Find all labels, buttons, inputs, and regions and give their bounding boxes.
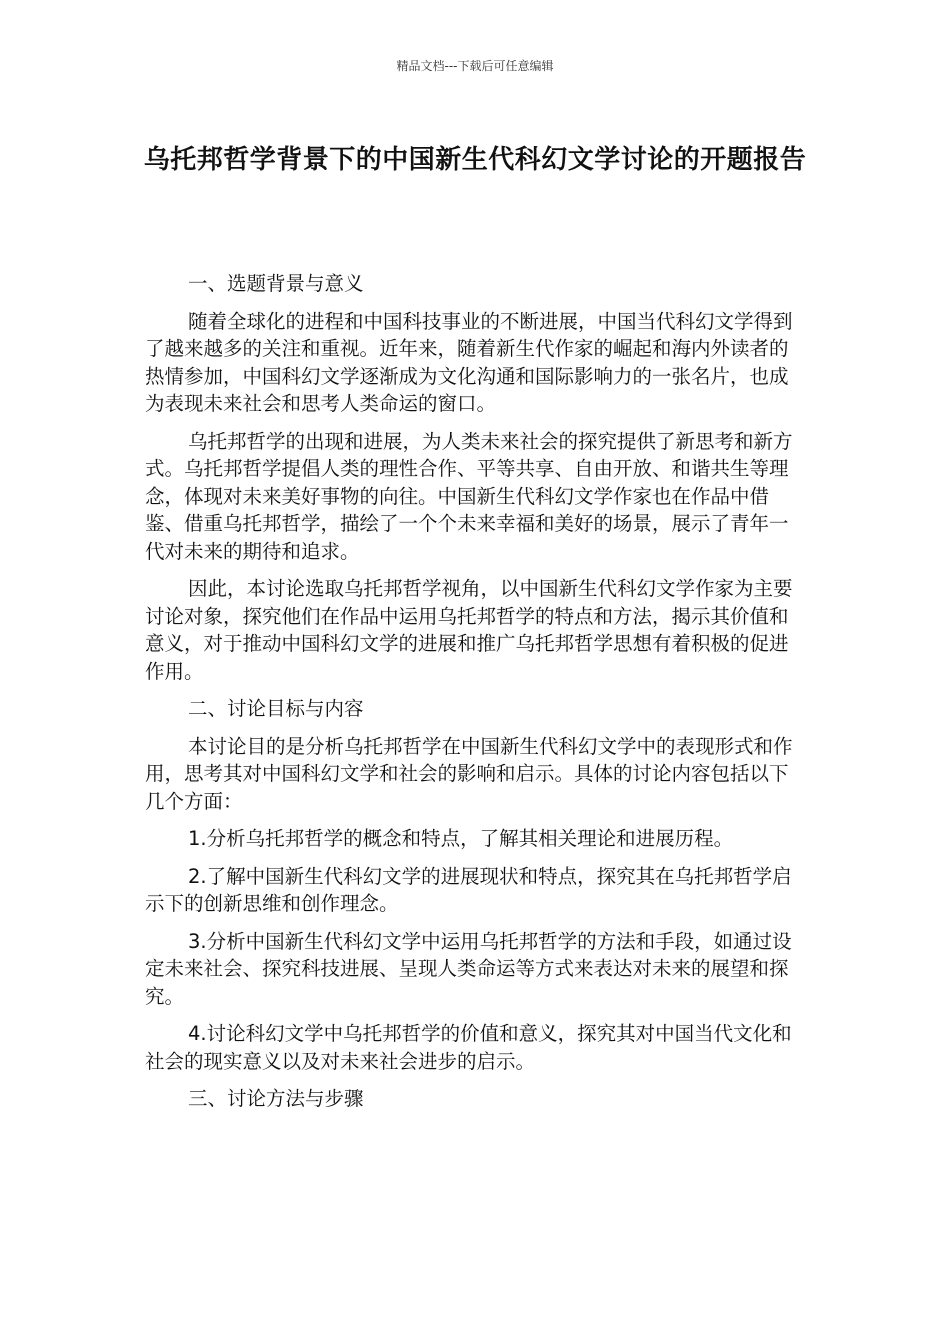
section-heading-background: 一、选题背景与意义: [188, 272, 364, 295]
body-paragraph: 因此，本讨论选取乌托邦哲学视角，以中国新生代科幻文学作家为主要讨论对象，探究他们在作品中运用乌托邦哲学的特点和方法，揭示其价值和意义，对于推动中国科幻文学的进展和推广乌托邦哲学思想有着积极的促进作用。: [145, 577, 793, 683]
document-body: [145, 270, 795, 1113]
list-item: 3.分析中国新生代科幻文学中运用乌托邦哲学的方法和手段，如通过设定未来社会、探究科技进展、呈现人类命运等方式来表达对未来的展望和探究。: [145, 929, 792, 1008]
header-note: 精品文档---下载后可任意编辑: [396, 59, 554, 73]
list-item: 2.了解中国新生代科幻文学的进展现状和特点，探究其在乌托邦哲学启示下的创新思维和创作理念。: [145, 864, 792, 915]
body-paragraph: 随着全球化的进程和中国科技事业的不断进展，中国当代科幻文学得到了越来越多的关注和重视。近年来，随着新生代作家的崛起和海内外读者的热情参加，中国科幻文学逐渐成为文化沟通和国际影响力的一张名片，也成为表现未来社会和思考人类命运的窗口。: [145, 309, 793, 415]
list-item: 4.讨论科幻文学中乌托邦哲学的价值和意义，探究其对中国当代文化和社会的现实意义以及对未来社会进步的启示。: [145, 1022, 792, 1073]
section-heading-goals: 二、讨论目标与内容: [188, 697, 364, 720]
list-item: 1.分析乌托邦哲学的概念和特点，了解其相关理论和进展历程。: [188, 827, 734, 850]
document-title: 乌托邦哲学背景下的中国新生代科幻文学讨论的开题报告: [143, 145, 807, 175]
body-paragraph: 乌托邦哲学的出现和进展，为人类未来社会的探究提供了新思考和新方式。乌托邦哲学提倡人类的理性合作、平等共享、自由开放、和谐共生等理念，体现对未来美好事物的向往。中国新生代科幻文学作家也在作品中借鉴、借重乌托邦哲学，描绘了一个个未来幸福和美好的场景，展示了青年一代对未来的期待和追求。: [145, 429, 793, 563]
body-paragraph: 本讨论目的是分析乌托邦哲学在中国新生代科幻文学中的表现形式和作用，思考其对中国科幻文学和社会的影响和启示。具体的讨论内容包括以下几个方面：: [145, 734, 793, 813]
section-heading-methods: 三、讨论方法与步骤: [188, 1087, 364, 1110]
